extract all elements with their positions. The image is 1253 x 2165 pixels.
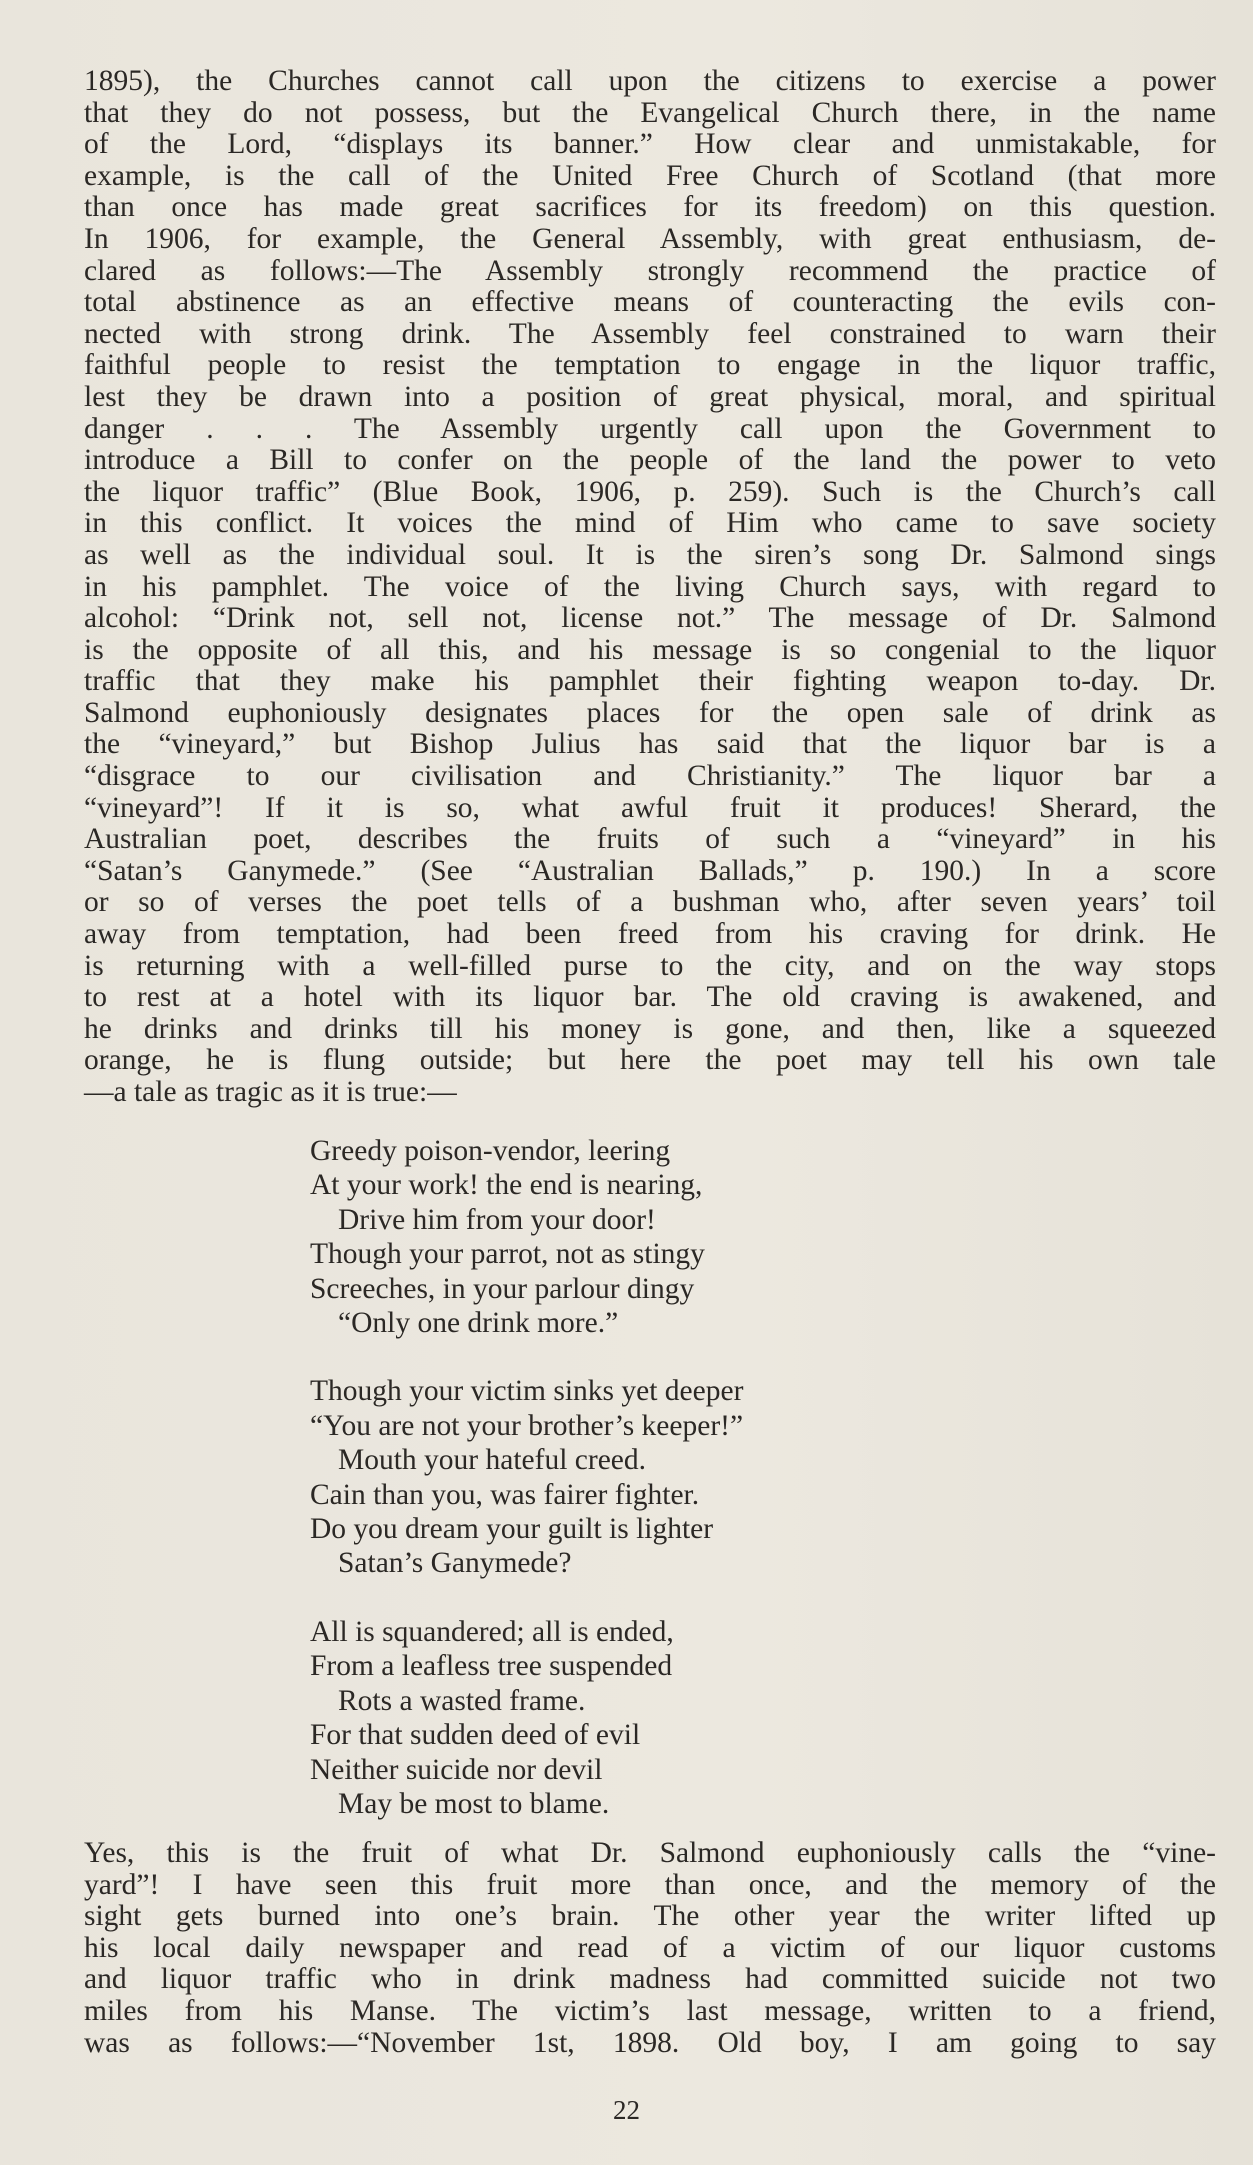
text-line: —a tale as tragic as it is true:— [84, 1076, 457, 1108]
poem-satans-ganymede [310, 1134, 1010, 1855]
text-line: “disgrace to our civilisation and Christianity.” The liquor bar a [84, 760, 1216, 793]
text-line: faithful people to resist the temptation to engage in the liquor traffic, [84, 349, 1216, 382]
text-line: to rest at a hotel with its liquor bar. The old craving is awakened, and [84, 981, 1216, 1014]
text-line: the “vineyard,” but Bishop Julius has said that the liquor bar is a [84, 728, 1216, 761]
page-number: 22 [613, 2095, 640, 2125]
text-line: the liquor traffic” (Blue Book, 1906, p. 259). Such is the Church’s call [84, 475, 1216, 508]
poem-stanza [310, 1374, 1010, 1580]
text-line: In 1906, for example, the General Assembly, with great enthusiasm, de- [84, 222, 1216, 255]
text-line: of the Lord, “displays its banner.” How clear and unmistakable, for [84, 128, 1216, 161]
text-line: miles from his Manse. The victim’s last message, written to a friend, [84, 1994, 1216, 2027]
text-line: danger . . . The Assembly urgently call upon the Government to [84, 412, 1216, 445]
poem-line: Rots a wasted frame. [338, 1684, 586, 1717]
poem-line: Satan’s Ganymede? [338, 1547, 572, 1580]
text-line: away from temptation, had been freed from his craving for drink. He [84, 918, 1216, 951]
text-line: Australian poet, describes the fruits of such a “vineyard” in his [84, 823, 1216, 856]
text-line: in this conflict. It voices the mind of Him who came to save society [84, 507, 1216, 540]
poem-line: May be most to blame. [338, 1787, 610, 1820]
text-line: than once has made great sacrifices for its freedom) on this question. [84, 191, 1216, 224]
poem-line: Screeches, in your parlour dingy [310, 1272, 695, 1305]
text-line: example, is the call of the United Free Church of Scotland (that more [84, 159, 1216, 192]
poem-line: Mouth your hateful creed. [338, 1444, 647, 1477]
poem-line: Drive him from your door! [338, 1203, 656, 1236]
text-line: orange, he is flung outside; but here the poet may tell his own tale [84, 1044, 1216, 1077]
text-line: total abstinence as an effective means of counteracting the evils con- [84, 286, 1216, 319]
text-line: “vineyard”! If it is so, what awful fruit it produces! Sherard, the [84, 791, 1216, 824]
paragraph-opening [84, 66, 1216, 1109]
poem-line: At your work! the end is nearing, [310, 1169, 703, 1202]
paragraph-closing [84, 1838, 1216, 2059]
text-line: he drinks and drinks till his money is gone, and then, like a squeezed [84, 1012, 1216, 1045]
text-line: lest they be drawn into a position of great physical, moral, and spiritual [84, 380, 1216, 413]
text-line: nected with strong drink. The Assembly feel constrained to warn their [84, 317, 1216, 350]
text-line: alcohol: “Drink not, sell not, license not.” The message of Dr. Salmond [84, 602, 1216, 635]
text-line: is returning with a well-filled purse to the city, and on the way stops [84, 949, 1216, 982]
poem-line: Greedy poison-vendor, leering [310, 1135, 671, 1167]
text-line: yard”! I have seen this fruit more than once, and the memory of the [84, 1868, 1216, 1901]
poem-line: Do you dream your guilt is lighter [310, 1513, 714, 1546]
text-line: introduce a Bill to confer on the people of the land the power to veto [84, 444, 1216, 477]
text-line: in his pamphlet. The voice of the living Church says, with regard to [84, 570, 1216, 603]
text-line: “Satan’s Ganymede.” (See “Australian Ballads,” p. 190.) In a score [84, 854, 1216, 887]
poem-line: Though your parrot, not as stingy [310, 1238, 705, 1271]
text-line: that they do not possess, but the Evangelical Church there, in the name [84, 96, 1216, 129]
poem-stanza [310, 1134, 1010, 1340]
poem-line: For that sudden deed of evil [310, 1719, 641, 1752]
poem-line: Neither suicide nor devil [310, 1753, 603, 1786]
text-line: Salmond euphoniously designates places for the open sale of drink as [84, 696, 1216, 729]
text-line: clared as follows:—The Assembly strongly recommend the practice of [84, 254, 1216, 287]
poem-line: “Only one drink more.” [338, 1307, 619, 1340]
text-line: is the opposite of all this, and his message is so congenial to the liquor [84, 633, 1216, 666]
text-line: sight gets burned into one’s brain. The other year the writer lifted up [84, 1900, 1216, 1933]
text-line: was as follows:—“November 1st, 1898. Old boy, I am going to say [84, 2026, 1216, 2059]
poem-line: “You are not your brother’s keeper!” [310, 1409, 744, 1442]
poem-line: All is squandered; all is ended, [310, 1615, 674, 1648]
poem-line: Though your victim sinks yet deeper [310, 1375, 744, 1408]
text-line: as well as the individual soul. It is the siren’s song Dr. Salmond sings [84, 538, 1216, 571]
poem-line: Cain than you, was fairer fighter. [310, 1478, 700, 1511]
text-line: and liquor traffic who in drink madness had committed suicide not two [84, 1963, 1216, 1996]
text-line: 1895), the Churches cannot call upon the citizens to exercise a power [84, 65, 1216, 97]
text-line: or so of verses the poet tells of a bushman who, after seven years’ toil [84, 886, 1216, 919]
poem-stanza [310, 1615, 1010, 1821]
poem-line: From a leafless tree suspended [310, 1650, 673, 1683]
text-line: his local daily newspaper and read of a victim of our liquor customs [84, 1931, 1216, 1964]
text-line: traffic that they make his pamphlet their fighting weapon to-day. Dr. [84, 665, 1216, 698]
text-line: Yes, this is the fruit of what Dr. Salmond euphoniously calls the “vine- [84, 1837, 1216, 1869]
